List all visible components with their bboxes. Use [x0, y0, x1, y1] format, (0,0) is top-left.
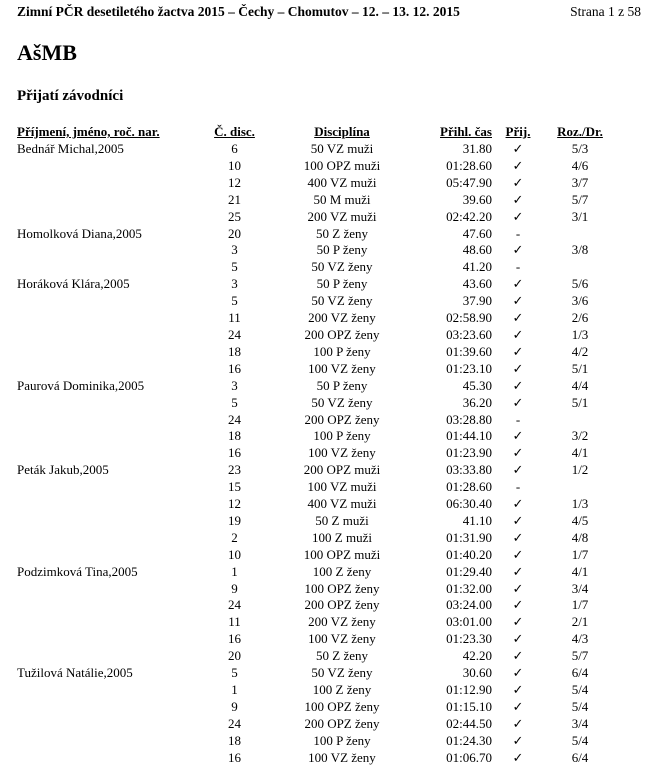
- cell-accepted: ✓: [512, 462, 524, 478]
- table-row: [17, 445, 620, 462]
- cell-heat-lane: 4/1: [571, 563, 589, 579]
- cell-disc-no: 23: [228, 462, 241, 478]
- cell-discipline: 100 Z ženy: [312, 563, 372, 579]
- cell-accepted: ✓: [512, 648, 524, 664]
- cell-entry-time: 01:23.10: [446, 360, 492, 376]
- cell-heat-lane: 4/6: [571, 157, 589, 173]
- cell-name: [17, 395, 197, 412]
- cell-disc-no: 10: [228, 157, 241, 173]
- cell-heat-lane: 1/3: [571, 496, 589, 512]
- table-row: [17, 158, 620, 175]
- cell-heat-lane: 5/7: [571, 648, 589, 664]
- table-row: [17, 361, 620, 378]
- table-row: [17, 141, 620, 158]
- cell-name: [17, 496, 197, 513]
- cell-entry-time: 31.80: [462, 141, 492, 156]
- cell-accepted: ✓: [512, 749, 524, 765]
- cell-discipline: 200 OPZ ženy: [304, 411, 380, 427]
- cell-discipline: 50 Z ženy: [316, 648, 368, 664]
- cell-entry-time: 41.20: [462, 259, 492, 275]
- cell-discipline: 50 VZ ženy: [311, 394, 373, 410]
- cell-entry-time: 05:47.90: [446, 174, 492, 190]
- cell-discipline: 400 VZ muži: [307, 496, 377, 512]
- cell-name: [17, 597, 197, 614]
- table-row: [17, 665, 620, 682]
- cell-entry-time: 06:30.40: [446, 496, 492, 512]
- cell-disc-no: 24: [228, 715, 241, 731]
- cell-discipline: 50 VZ ženy: [311, 293, 373, 309]
- cell-disc-no: 1: [231, 563, 238, 579]
- table-row: [17, 682, 620, 699]
- table-row: [17, 530, 620, 547]
- cell-disc-no: 11: [228, 310, 241, 326]
- cell-name: [17, 344, 197, 361]
- cell-name: Paurová Dominika,2005: [17, 377, 145, 393]
- cell-entry-time: 03:23.60: [446, 326, 492, 342]
- cell-disc-no: 9: [231, 698, 238, 714]
- cell-discipline: 200 OPZ ženy: [304, 597, 380, 613]
- cell-discipline: 50 VZ ženy: [311, 259, 373, 275]
- cell-heat-lane: 5/4: [571, 698, 589, 714]
- table-row: [17, 412, 620, 429]
- cell-accepted: ✓: [512, 631, 524, 647]
- cell-entry-time: 41.10: [462, 512, 492, 528]
- cell-disc-no: 5: [231, 394, 238, 410]
- cell-heat-lane: 1/7: [571, 546, 589, 562]
- table-row: [17, 395, 620, 412]
- cell-entry-time: 01:29.40: [446, 563, 492, 579]
- cell-disc-no: 16: [228, 631, 241, 647]
- cell-discipline: 100 P ženy: [313, 732, 371, 748]
- cell-accepted: ✓: [512, 529, 524, 545]
- table-row: [17, 310, 620, 327]
- cell-accepted: -: [515, 411, 521, 427]
- cell-name: [17, 259, 197, 276]
- table-row: [17, 209, 620, 226]
- cell-heat-lane: 4/8: [571, 529, 589, 545]
- section-title: Přijatí závodníci: [17, 88, 124, 104]
- table-row: [17, 597, 620, 614]
- cell-discipline: 50 VZ muži: [310, 141, 374, 156]
- cell-entry-time: 45.30: [462, 377, 492, 393]
- cell-heat-lane: 4/2: [571, 343, 589, 359]
- cell-accepted: ✓: [512, 732, 524, 748]
- cell-heat-lane: [540, 412, 620, 429]
- cell-discipline: 50 P ženy: [316, 242, 368, 258]
- col-header-accepted: Přij.: [505, 124, 531, 139]
- cell-entry-time: 01:28.60: [446, 157, 492, 173]
- cell-heat-lane: 2/6: [571, 310, 589, 326]
- cell-name: [17, 242, 197, 259]
- cell-disc-no: 3: [231, 377, 238, 393]
- cell-disc-no: 18: [228, 343, 241, 359]
- table-header-row: [17, 123, 620, 141]
- cell-name: [17, 648, 197, 665]
- cell-disc-no: 10: [228, 546, 241, 562]
- cell-accepted: ✓: [512, 276, 524, 292]
- cell-entry-time: 42.20: [462, 648, 492, 664]
- table-row: [17, 733, 620, 750]
- cell-name: [17, 716, 197, 733]
- document-title: Zimní PČR desetiletého žactva 2015 – Čechy – Chomutov – 12. – 13. 12. 2015: [17, 4, 460, 19]
- cell-disc-no: 15: [228, 479, 241, 495]
- cell-accepted: ✓: [512, 377, 524, 393]
- cell-discipline: 200 VZ muži: [307, 208, 377, 224]
- col-header-heat-lane: Roz./Dr.: [557, 124, 603, 139]
- cell-discipline: 100 VZ ženy: [308, 360, 376, 376]
- table-row: [17, 428, 620, 445]
- cell-discipline: 100 OPZ ženy: [304, 698, 380, 714]
- table-row: [17, 344, 620, 361]
- cell-discipline: 100 Z muži: [312, 529, 372, 545]
- cell-heat-lane: 5/1: [571, 360, 589, 376]
- cell-name: Peták Jakub,2005: [17, 462, 109, 478]
- table-row: [17, 327, 620, 344]
- cell-entry-time: 01:06.70: [446, 749, 492, 765]
- cell-name: [17, 530, 197, 547]
- cell-accepted: ✓: [512, 310, 524, 326]
- cell-accepted: ✓: [512, 682, 524, 697]
- cell-name: Bednář Michal,2005: [17, 141, 124, 156]
- cell-discipline: 50 P ženy: [316, 276, 368, 292]
- cell-name: [17, 513, 197, 530]
- cell-heat-lane: 3/1: [571, 208, 589, 224]
- cell-accepted: ✓: [512, 512, 524, 528]
- cell-heat-lane: [540, 259, 620, 276]
- cell-accepted: ✓: [512, 698, 524, 714]
- cell-accepted: ✓: [512, 293, 524, 309]
- table-row: [17, 750, 620, 767]
- cell-disc-no: 24: [228, 597, 241, 613]
- cell-name: Podzimková Tina,2005: [17, 563, 138, 579]
- cell-disc-no: 5: [231, 293, 238, 309]
- cell-name: [17, 209, 197, 226]
- cell-name: [17, 428, 197, 445]
- cell-heat-lane: 3/8: [571, 242, 589, 258]
- cell-name: [17, 750, 197, 767]
- cell-accepted: ✓: [512, 597, 524, 613]
- cell-entry-time: 03:28.80: [446, 411, 492, 427]
- cell-name: [17, 310, 197, 327]
- cell-heat-lane: 4/4: [571, 377, 589, 393]
- table-row: [17, 513, 620, 530]
- cell-disc-no: 3: [231, 276, 238, 292]
- cell-heat-lane: 6/4: [571, 749, 589, 765]
- cell-entry-time: 02:44.50: [446, 715, 492, 731]
- cell-heat-lane: 3/4: [571, 580, 589, 596]
- cell-name: [17, 192, 197, 209]
- cell-name: Homolková Diana,2005: [17, 225, 142, 241]
- cell-entry-time: 01:24.30: [446, 732, 492, 748]
- cell-entry-time: 02:58.90: [446, 310, 492, 326]
- col-header-discipline: Disciplína: [314, 124, 370, 139]
- cell-heat-lane: 5/4: [571, 682, 589, 697]
- table-row: [17, 226, 620, 243]
- cell-discipline: 100 P ženy: [313, 428, 371, 444]
- cell-accepted: ✓: [512, 563, 524, 579]
- page-number: Strana 1 z 58: [570, 4, 641, 19]
- cell-discipline: 100 VZ ženy: [308, 631, 376, 647]
- table-row: [17, 614, 620, 631]
- cell-discipline: 200 VZ ženy: [308, 310, 376, 326]
- table-row: [17, 716, 620, 733]
- cell-entry-time: 01:32.00: [446, 580, 492, 596]
- cell-heat-lane: 5/1: [571, 394, 589, 410]
- col-header-name: Příjmení, jméno, roč. nar.: [17, 124, 160, 139]
- cell-accepted: ✓: [512, 326, 524, 342]
- cell-disc-no: 1: [231, 682, 238, 697]
- cell-heat-lane: 4/3: [571, 631, 589, 647]
- cell-accepted: ✓: [512, 580, 524, 596]
- cell-name: Tužilová Natálie,2005: [17, 665, 133, 681]
- table-row: [17, 581, 620, 598]
- col-header-disc-no: Č. disc.: [214, 124, 255, 139]
- col-header-entry-time: Přihl. čas: [440, 124, 492, 139]
- table-row: [17, 496, 620, 513]
- cell-accepted: ✓: [512, 394, 524, 410]
- cell-disc-no: 24: [228, 326, 241, 342]
- cell-heat-lane: 5/7: [571, 191, 589, 207]
- cell-disc-no: 5: [231, 665, 238, 681]
- cell-accepted: ✓: [512, 428, 524, 444]
- cell-disc-no: 25: [228, 208, 241, 224]
- table-row: [17, 547, 620, 564]
- cell-disc-no: 24: [228, 411, 241, 427]
- table-row: [17, 462, 620, 479]
- table-row: [17, 378, 620, 395]
- cell-disc-no: 18: [228, 732, 241, 748]
- cell-disc-no: 5: [231, 259, 238, 275]
- cell-entry-time: 01:31.90: [446, 529, 492, 545]
- table-row: [17, 564, 620, 581]
- cell-entry-time: 01:44.10: [446, 428, 492, 444]
- cell-discipline: 100 VZ ženy: [308, 445, 376, 461]
- cell-accepted: ✓: [512, 191, 524, 207]
- cell-heat-lane: 3/2: [571, 428, 589, 444]
- table-row: [17, 192, 620, 209]
- cell-entry-time: 47.60: [462, 225, 492, 241]
- cell-accepted: -: [515, 479, 521, 495]
- cell-heat-lane: 3/4: [571, 715, 589, 731]
- cell-disc-no: 18: [228, 428, 241, 444]
- cell-discipline: 100 VZ ženy: [308, 749, 376, 765]
- cell-accepted: ✓: [512, 343, 524, 359]
- club-name: AšMB: [17, 40, 77, 65]
- cell-heat-lane: 3/6: [571, 293, 589, 309]
- cell-accepted: ✓: [512, 496, 524, 512]
- cell-name: [17, 699, 197, 716]
- cell-name: [17, 327, 197, 344]
- cell-name: [17, 581, 197, 598]
- cell-accepted: ✓: [512, 141, 524, 156]
- cell-discipline: 50 Z ženy: [316, 225, 368, 241]
- cell-entry-time: 43.60: [462, 276, 492, 292]
- cell-discipline: 50 P ženy: [316, 377, 368, 393]
- cell-discipline: 200 OPZ ženy: [304, 715, 380, 731]
- cell-disc-no: 11: [228, 614, 241, 630]
- cell-entry-time: 03:24.00: [446, 597, 492, 613]
- cell-discipline: 200 OPZ ženy: [304, 326, 380, 342]
- cell-heat-lane: 5/6: [571, 276, 589, 292]
- table-row: [17, 242, 620, 259]
- cell-discipline: 400 VZ muži: [307, 174, 377, 190]
- cell-discipline: 100 OPZ ženy: [304, 580, 380, 596]
- cell-discipline: 50 M muži: [313, 191, 371, 207]
- cell-entry-time: 02:42.20: [446, 208, 492, 224]
- cell-disc-no: 21: [228, 191, 241, 207]
- cell-accepted: ✓: [512, 174, 524, 190]
- cell-name: [17, 361, 197, 378]
- cell-entry-time: 01:23.30: [446, 631, 492, 647]
- table-row: [17, 631, 620, 648]
- cell-disc-no: 12: [228, 174, 241, 190]
- cell-discipline: 50 VZ ženy: [311, 665, 373, 681]
- cell-entry-time: 03:01.00: [446, 614, 492, 630]
- cell-accepted: ✓: [512, 715, 524, 731]
- cell-heat-lane: 5/3: [571, 141, 589, 156]
- cell-discipline: 100 VZ muži: [307, 479, 377, 495]
- cell-accepted: ✓: [512, 665, 524, 681]
- cell-accepted: ✓: [512, 157, 524, 173]
- cell-heat-lane: 4/1: [571, 445, 589, 461]
- cell-accepted: ✓: [512, 614, 524, 630]
- cell-entry-time: 01:12.90: [446, 682, 492, 697]
- cell-disc-no: 16: [228, 445, 241, 461]
- cell-entry-time: 48.60: [462, 242, 492, 258]
- cell-disc-no: 9: [231, 580, 238, 596]
- table-row: [17, 276, 620, 293]
- page-header: [17, 4, 641, 22]
- cell-heat-lane: 3/7: [571, 174, 589, 190]
- entries-table: [17, 123, 620, 767]
- cell-entry-time: 36.20: [462, 394, 492, 410]
- cell-name: [17, 479, 197, 496]
- cell-disc-no: 12: [228, 496, 241, 512]
- cell-entry-time: 01:39.60: [446, 343, 492, 359]
- cell-disc-no: 19: [228, 512, 241, 528]
- cell-heat-lane: [540, 226, 620, 243]
- cell-name: [17, 175, 197, 192]
- cell-disc-no: 16: [228, 749, 241, 765]
- cell-name: [17, 445, 197, 462]
- cell-discipline: 100 OPZ muži: [303, 157, 381, 173]
- cell-discipline: 200 VZ ženy: [308, 614, 376, 630]
- cell-entry-time: 01:15.10: [446, 698, 492, 714]
- cell-accepted: ✓: [512, 208, 524, 224]
- table-row: [17, 479, 620, 496]
- cell-entry-time: 01:28.60: [446, 479, 492, 495]
- table-row: [17, 648, 620, 665]
- cell-heat-lane: 5/4: [571, 732, 589, 748]
- cell-discipline: 100 P ženy: [313, 343, 371, 359]
- cell-entry-time: 30.60: [462, 665, 492, 681]
- cell-accepted: ✓: [512, 360, 524, 376]
- cell-name: [17, 733, 197, 750]
- table-row: [17, 293, 620, 310]
- cell-name: [17, 158, 197, 175]
- cell-disc-no: 6: [231, 141, 238, 156]
- cell-name: [17, 631, 197, 648]
- cell-entry-time: 01:23.90: [446, 445, 492, 461]
- cell-name: [17, 547, 197, 564]
- cell-name: [17, 293, 197, 310]
- cell-disc-no: 3: [231, 242, 238, 258]
- cell-accepted: -: [515, 225, 521, 241]
- table-row: [17, 175, 620, 192]
- cell-disc-no: 20: [228, 225, 241, 241]
- cell-entry-time: 37.90: [462, 293, 492, 309]
- cell-heat-lane: 1/7: [571, 597, 589, 613]
- cell-accepted: ✓: [512, 242, 524, 258]
- cell-disc-no: 16: [228, 360, 241, 376]
- cell-heat-lane: 1/3: [571, 326, 589, 342]
- cell-discipline: 100 Z ženy: [312, 682, 372, 697]
- cell-disc-no: 2: [231, 529, 238, 545]
- cell-heat-lane: 6/4: [571, 665, 589, 681]
- cell-name: [17, 614, 197, 631]
- cell-accepted: ✓: [512, 546, 524, 562]
- cell-heat-lane: 1/2: [571, 462, 589, 478]
- cell-name: [17, 682, 197, 699]
- cell-heat-lane: 2/1: [571, 614, 589, 630]
- cell-entry-time: 03:33.80: [446, 462, 492, 478]
- cell-entry-time: 01:40.20: [446, 546, 492, 562]
- cell-disc-no: 20: [228, 648, 241, 664]
- cell-accepted: ✓: [512, 445, 524, 461]
- cell-entry-time: 39.60: [462, 191, 492, 207]
- cell-name: Horáková Klára,2005: [17, 276, 130, 292]
- table-row: [17, 699, 620, 716]
- cell-accepted: -: [515, 259, 521, 275]
- table-row: [17, 259, 620, 276]
- cell-name: [17, 412, 197, 429]
- cell-heat-lane: 4/5: [571, 512, 589, 528]
- cell-discipline: 50 Z muži: [315, 512, 369, 528]
- cell-heat-lane: [540, 479, 620, 496]
- cell-discipline: 100 OPZ muži: [303, 546, 381, 562]
- cell-discipline: 200 OPZ muži: [303, 462, 381, 478]
